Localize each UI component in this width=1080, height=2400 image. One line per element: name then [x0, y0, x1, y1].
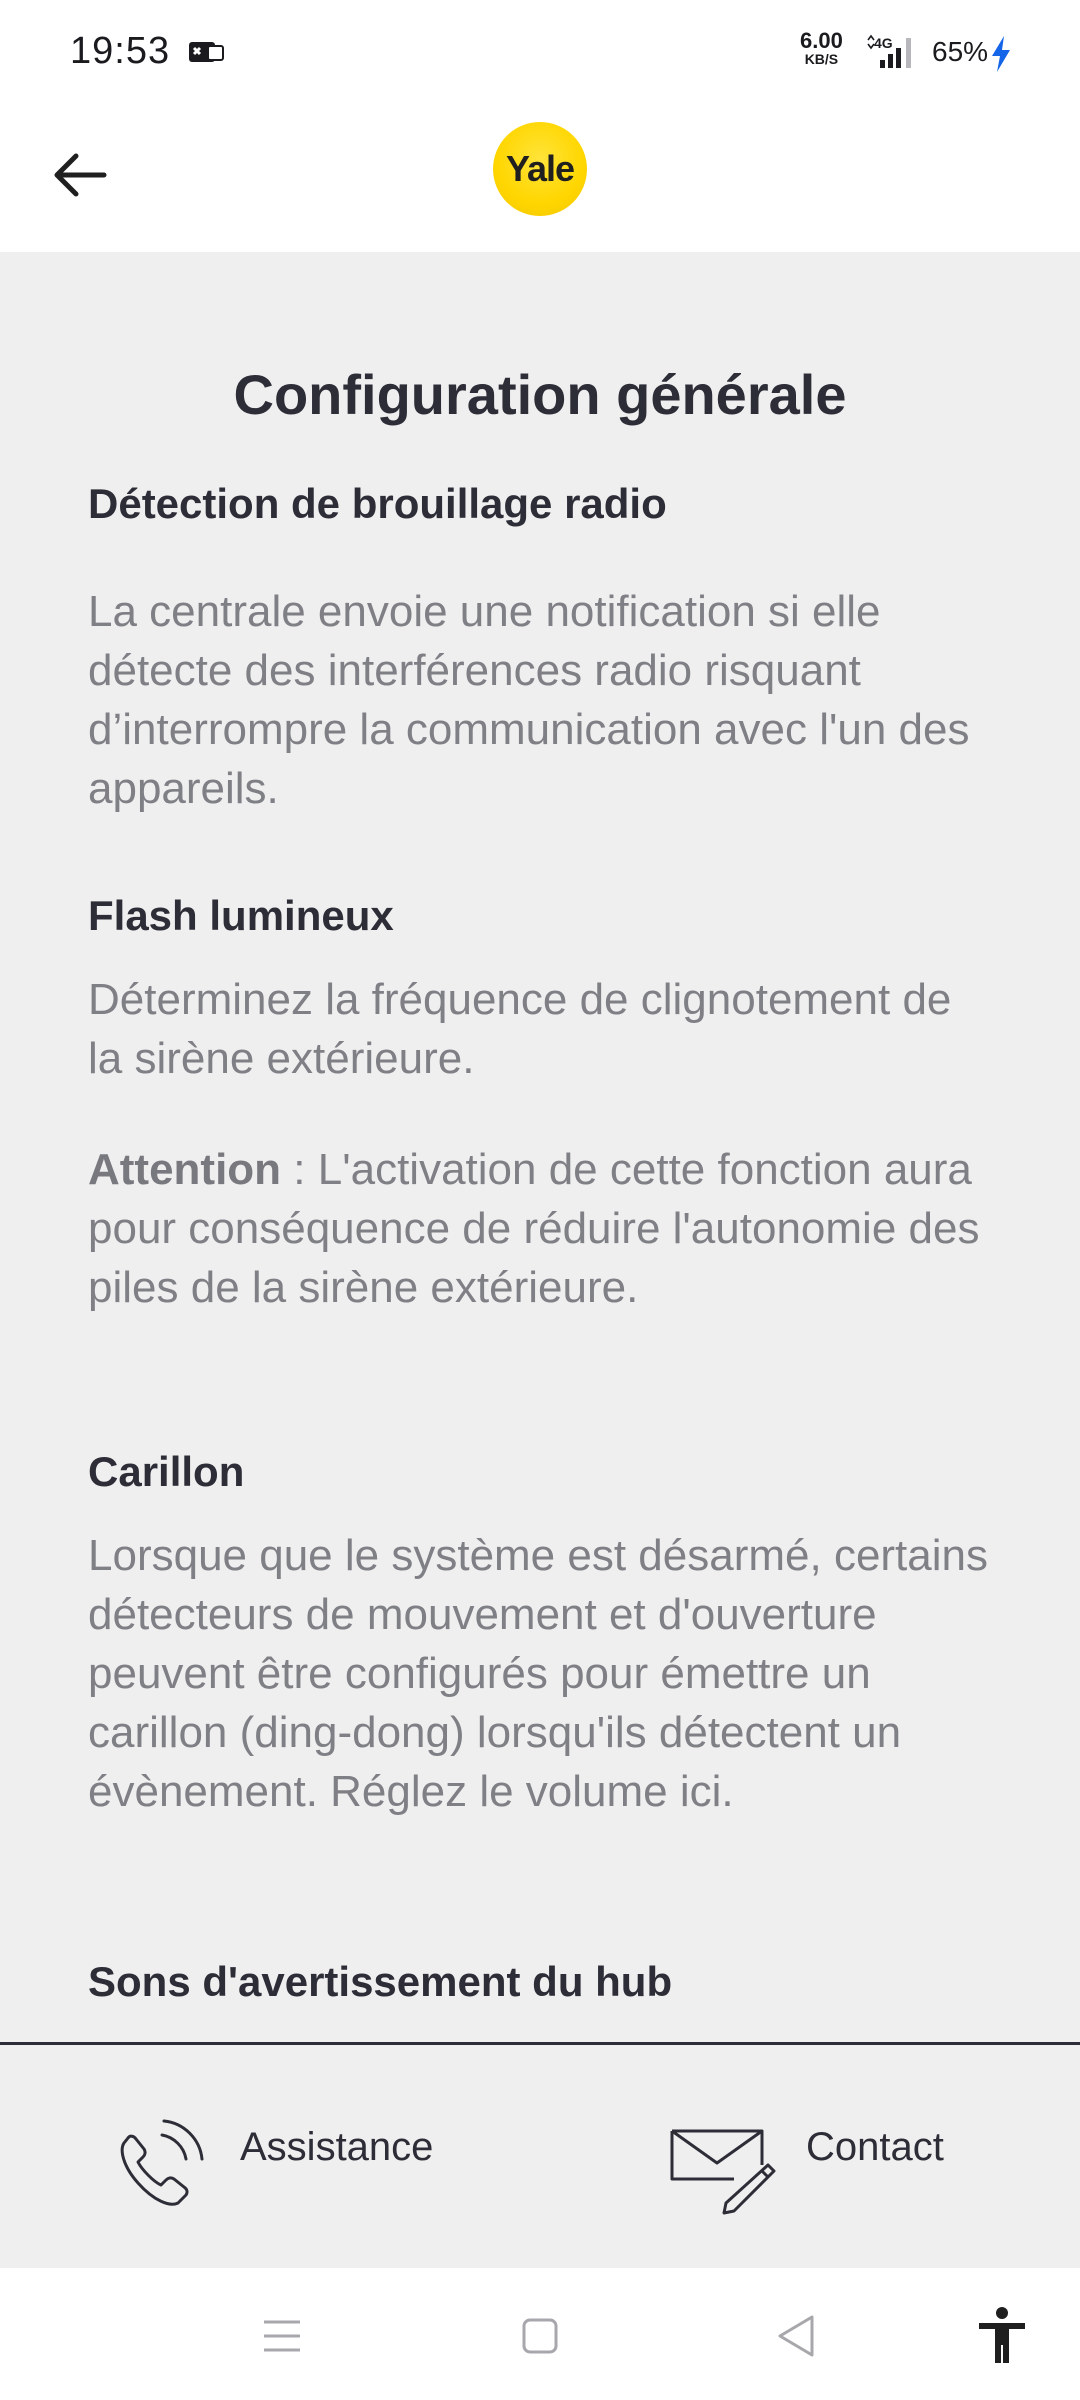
- app-header: [0, 105, 1080, 252]
- back-nav-button[interactable]: [768, 2308, 824, 2364]
- status-time: 19:53: [70, 30, 171, 72]
- contact-button[interactable]: [668, 2105, 944, 2217]
- mail-edit-icon: [668, 2113, 778, 2217]
- network-speed-unit: KB/S: [804, 51, 839, 67]
- section-heading-light-flash: Flash lumineux: [88, 892, 394, 939]
- status-bar: [0, 0, 1080, 105]
- menu-button[interactable]: [254, 2308, 310, 2364]
- section-text-chime: Lorsque que le système est désarmé, certains détecteurs de mouvement et d'ouverture peuvent être configurés pour émettre un carillon (ding-dong) lorsqu'ils détectent un évènement. Réglez le volume ici.: [88, 1531, 989, 1816]
- menu-icon: [262, 2318, 302, 2354]
- section-warning-light-flash: [88, 1140, 988, 1317]
- warning-text: : L'activation de cette fonction aura pour conséquence de réduire l'autonomie des piles de la sirène extérieure.: [88, 1145, 980, 1312]
- home-square-icon: [521, 2317, 559, 2355]
- section-text-light-flash: Déterminez la fréquence de clignotement de la sirène extérieure.: [88, 975, 952, 1083]
- section-heading-hub-warning-sounds: Sons d'avertissement du hub: [88, 1958, 673, 2005]
- svg-text:4G: 4G: [874, 35, 893, 51]
- system-nav-bar: [0, 2268, 1080, 2400]
- notification-icon: [188, 38, 224, 66]
- phone-icon: [104, 2113, 208, 2217]
- warning-label: Attention: [88, 1145, 282, 1194]
- section-heading-radio-jamming: Détection de brouillage radio: [88, 480, 667, 527]
- network-speed: [800, 28, 843, 68]
- main-content: [0, 252, 1080, 2042]
- charging-icon: [990, 36, 1012, 72]
- yale-logo: [493, 122, 587, 216]
- signal-icon: [866, 34, 922, 72]
- back-button[interactable]: [40, 135, 120, 215]
- triangle-back-icon: [776, 2314, 816, 2358]
- support-bar: [0, 2042, 1080, 2268]
- logo-text: Yale: [505, 148, 575, 189]
- assistance-label: Assistance: [240, 2125, 434, 2169]
- section-heading-chime: Carillon: [88, 1448, 245, 1495]
- home-button[interactable]: [512, 2308, 568, 2364]
- assistance-button[interactable]: [104, 2105, 433, 2217]
- arrow-left-icon: [52, 151, 108, 199]
- network-speed-value: 6.00: [800, 28, 843, 53]
- contact-label: Contact: [806, 2125, 944, 2169]
- page-title: Configuration générale: [233, 363, 847, 426]
- accessibility-button[interactable]: [974, 2308, 1030, 2364]
- section-text-radio-jamming: La centrale envoie une notification si elle détecte des interférences radio risquant d’interrompre la communication avec l'un des appareils.: [88, 587, 970, 813]
- battery-level: 65%: [932, 36, 989, 67]
- accessibility-icon: [977, 2307, 1027, 2365]
